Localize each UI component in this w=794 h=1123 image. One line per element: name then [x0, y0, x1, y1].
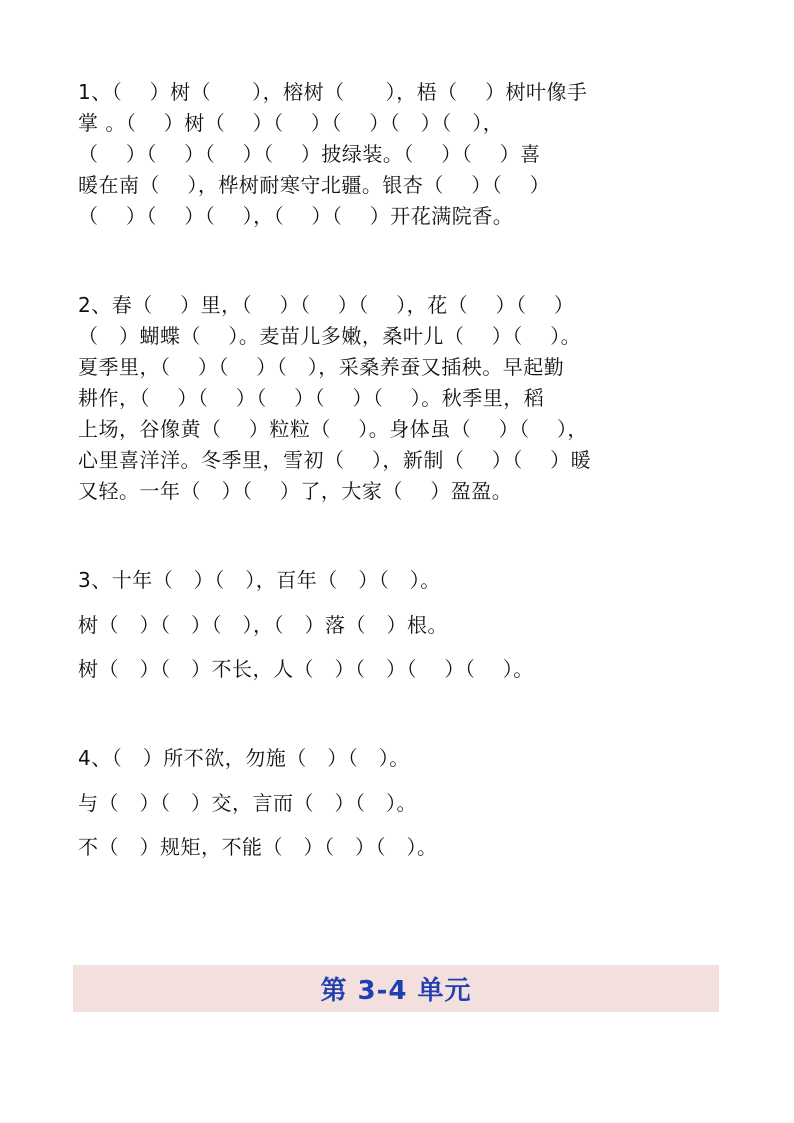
exercise-1-line-1: 1、（ ）树（ ），榕树（ ），梧（ ）树叶像手 — [78, 80, 588, 104]
exercise-2-line-7: 又轻。一年（ ）（ ）了，大家（ ）盈盈。 — [78, 479, 513, 503]
exercise-2-line-3: 夏季里，（ ）（ ）（ ），采桑养蚕又插秧。早起勤 — [78, 355, 565, 379]
exercise-1-line-3: （ ）（ ）（ ）（ ）披绿装。（ ）（ ）喜 — [78, 142, 541, 166]
exercise-1-line-5: （ ）（ ）（ ），（ ）（ ）开花满院香。 — [78, 204, 514, 228]
exercise-3-line-3: 树（ ）（ ）不长，人（ ）（ ）（ ）（ ）。 — [78, 657, 534, 681]
exercise-1-line-2: 掌 。（ ）树（ ）（ ）（ ）（ ）（ ）， — [78, 111, 504, 135]
exercise-2-line-2: （ ）蝴蝶（ ）。麦苗儿多嫩，桑叶儿（ ）（ ）。 — [78, 324, 582, 348]
exercise-2-line-4: 耕作，（ ）（ ）（ ）（ ）（ ）。秋季里，稻 — [78, 386, 545, 410]
exercise-3-line-1: 3、十年（ ）（ ），百年（ ）（ ）。 — [78, 568, 441, 592]
unit-banner — [73, 965, 719, 1012]
exercise-2-line-6: 心里喜洋洋。冬季里，雪初（ ），新制（ ）（ ）暖 — [78, 448, 592, 472]
exercise-4-line-3: 不（ ）规矩，不能（ ）（ ）（ ）。 — [78, 835, 438, 859]
unit-banner-title: 第 3-4 单元 — [320, 976, 472, 1006]
exercise-3-line-2: 树（ ）（ ）（ ），（ ）落（ ）根。 — [78, 613, 448, 637]
exercise-2-line-1: 2、春（ ）里，（ ）（ ）（ ），花（ ）（ ） — [78, 293, 575, 317]
exercise-4-line-1: 4、（ ）所不欲，勿施（ ）（ ）。 — [78, 746, 410, 770]
exercise-4-line-2: 与（ ）（ ）交，言而（ ）（ ）。 — [78, 791, 417, 815]
exercise-2-line-5: 上场，谷像黄（ ）粒粒（ ）。身体虽（ ）（ ）， — [78, 417, 588, 441]
exercise-1-line-4: 暖在南（ ），桦树耐寒守北疆。银杏（ ）（ ） — [78, 173, 551, 197]
